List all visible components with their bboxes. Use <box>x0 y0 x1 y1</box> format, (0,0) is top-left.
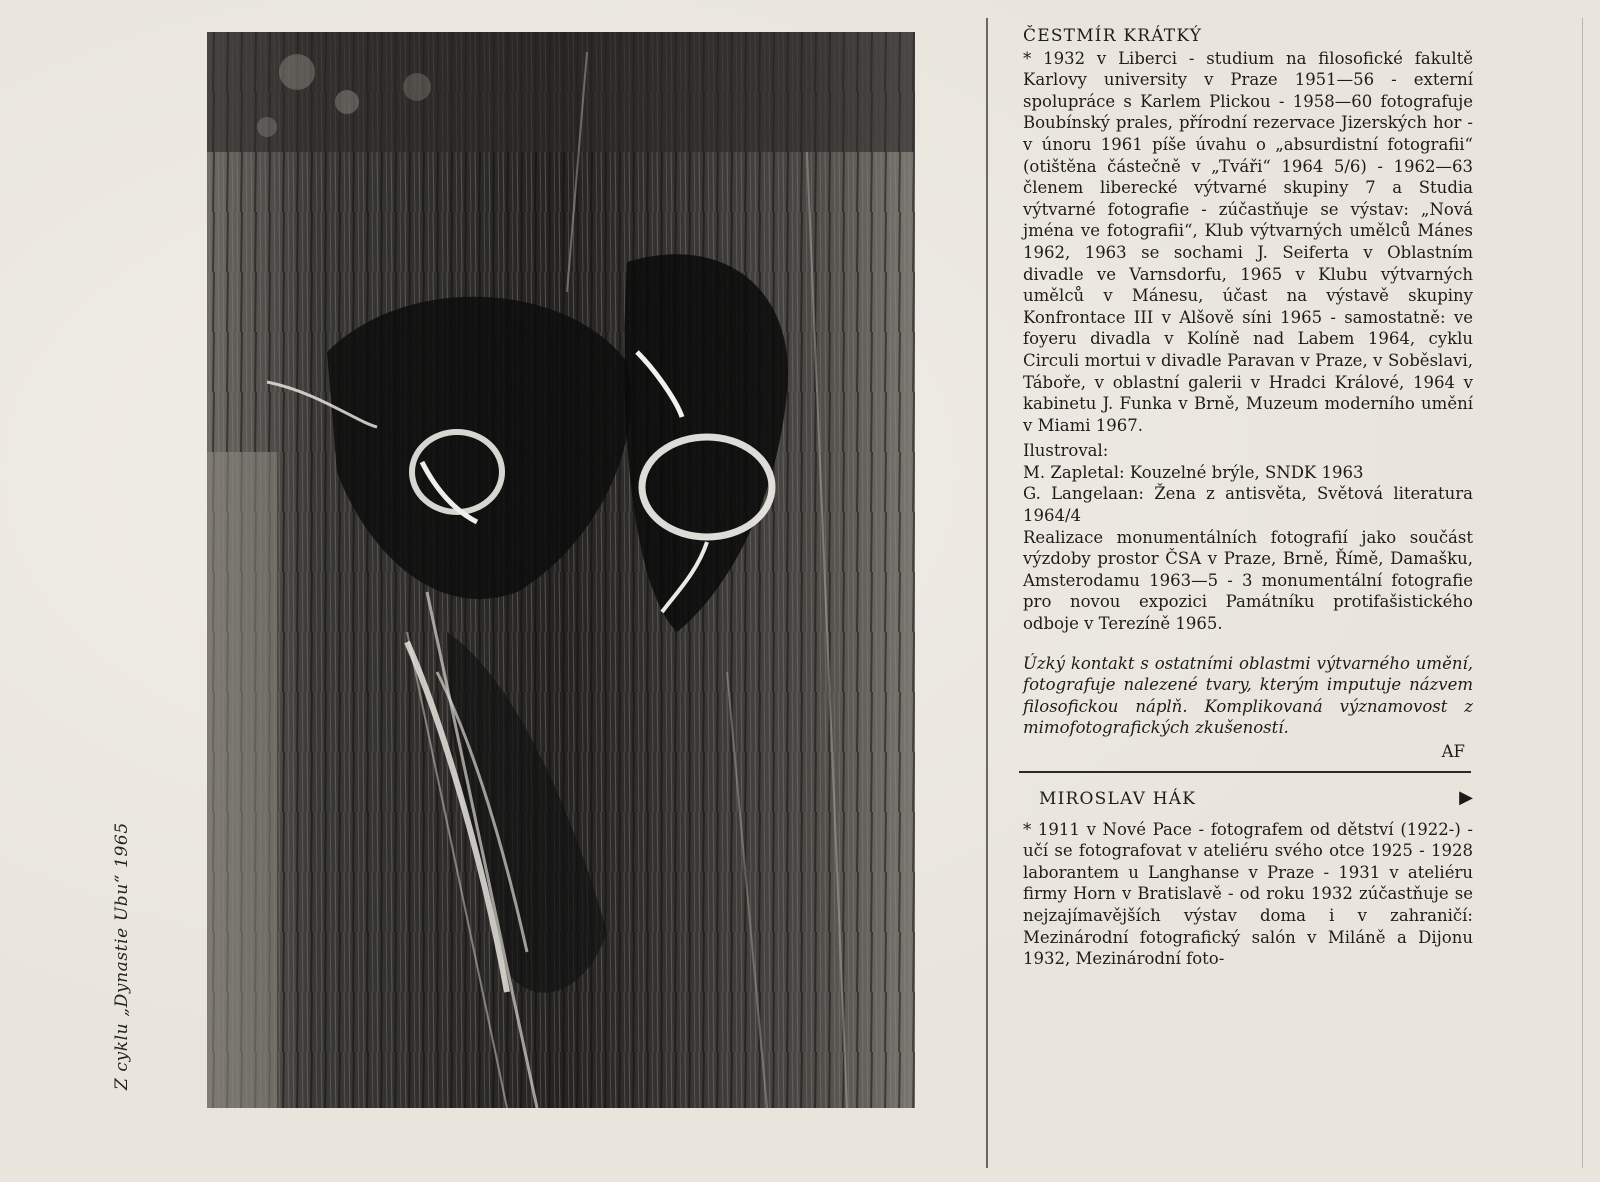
entry2-header <box>1023 786 1473 813</box>
column-divider <box>986 18 988 1168</box>
entry2-bio: * 1911 v Nové Pace - fotografem od dětství (1922-) - učí se fotografovat v ateliéru svého otce 1925 - 1928 laborantem u Langhanse v Praze - 1931 v ateliéru firmy Horn v Bratislavě - od roku 1932 zúčastňuje se nejzajímavějších výstav doma i v zahraničí: Mezinárodní fotografický salón v Miláně a Dijonu 1932, Mezinárodní foto- <box>1023 819 1473 969</box>
photo-caption: Z cyklu „Dynastie Ubu“ 1965 <box>112 822 132 1090</box>
entry1-name: ČESTMÍR KRÁTKÝ <box>1023 26 1203 46</box>
continue-arrow-icon: ▶ <box>1459 786 1473 808</box>
page-edge-line <box>1582 18 1583 1168</box>
entry1-note: Úzký kontakt s ostatními oblastmi výtvarného umění, fotografuje nalezené tvary, kterým imputuje názvem filosofickou náplň. Komplikovaná významovost z mimofotografických zkušeností. <box>1023 653 1473 738</box>
text-column <box>1023 26 1473 970</box>
entry1-bio: * 1932 v Liberci - studium na filosofické fakultě Karlovy university v Praze 1951—56 - externí spolupráce s Karlem Plickou - 1958—60 fotografuje Boubínský prales, přírodní rezervace Jizerských hor - v únoru 1961 píše úvahu o „absurdistní fotografii“ (otištěna částečně v „Tváři“ 1964 5/6) - 1962—63 členem liberecké výtvarné skupiny 7 a Studia výtvarné fotografie - zúčastňuje se výstav: „Nová jména ve fotografii“, Klub výtvarných umělců Mánes 1962, 1963 se sochami J. Seiferta v Oblastním divadle ve Varnsdorfu, 1965 v Klubu výtvarných umělců v Mánesu, účast na výstavě skupiny Konfrontace III v Alšově síni 1965 - samostatně: ve foyeru divadla v Kolíně nad Labem 1964, cyklu Circuli mortui v divadle Paravan v Praze, v Soběslavi, Táboře, v oblastní galerii v Hradci Králové, 1964 v kabinetu J. Funka v Brně, Muzeum moderního umění v Miami 1967. <box>1023 48 1473 435</box>
entry1-author-initials: AF <box>1441 742 1465 761</box>
entry1-illustrated-item: G. Langelaan: Žena z antisvěta, Světová literatura 1964/4 <box>1023 484 1473 526</box>
entry2-name: MIROSLAV HÁK <box>1039 788 1197 809</box>
entry1-illustrated-item: M. Zapletal: Kouzelné brýle, SNDK 1963 <box>1023 462 1364 482</box>
photograph-wood-face <box>207 32 915 1108</box>
entry1-realization: Realizace monumentálních fotografií jako součást výzdoby prostor ČSA v Praze, Brně, Římě, Damašku, Amsterodamu 1963—5 - 3 monumentální fotografie pro novou expozici Památníku protifašistického odboje v Terezíně 1965. <box>1023 527 1473 634</box>
entry-separator <box>1019 771 1471 773</box>
entry1-illustrated-label: Ilustroval: <box>1023 441 1109 461</box>
photo-image <box>207 32 915 1108</box>
